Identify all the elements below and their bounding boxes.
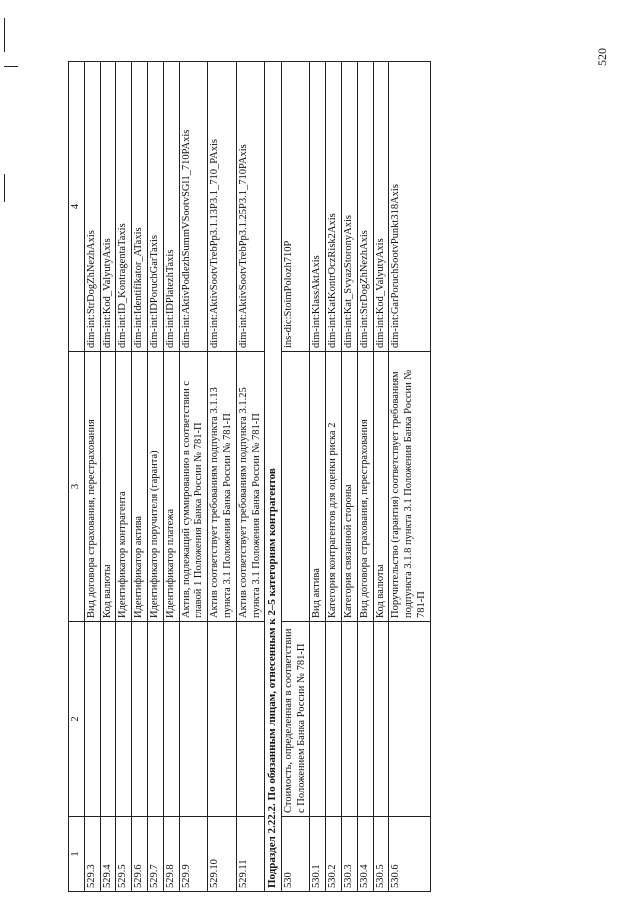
header-col-3: 3 [69,352,85,622]
cell-col-3: Актив соответствует требованиям подпункта 3.1.13 пункта 3.1 Положения Банка России № 781-П [208,352,237,622]
table-body-section-1 [84,62,265,892]
cell-col-4: dim-int:Kod_ValyutyAxis [100,62,116,352]
table-row [179,62,208,892]
table-row [326,62,342,892]
cell-col-3: Идентификатор платежа [163,352,179,622]
table-row [163,62,179,892]
table-row [341,62,357,892]
cell-col-2 [373,622,389,817]
cell-col-3: Поручительство (гарантия) соответствует требованиям подпункта 3.1.8 пункта 3.1 Положения Банка России № 781-П [389,352,430,622]
table-row [236,62,265,892]
cell-col-2 [116,622,132,817]
table-row [389,62,430,892]
rotated-page [68,62,593,892]
header-row [69,62,85,892]
cell-col-1: 529.3 [84,817,100,892]
margin-mark-top [4,18,5,52]
cell-col-3: Вид договора страхования, перестрахования [84,352,100,622]
cell-col-3: Идентификатор поручителя (гаранта) [147,352,163,622]
table-row [373,62,389,892]
header-col-2: 2 [69,622,85,817]
cell-col-3: Код валюты [373,352,389,622]
header-col-4: 4 [69,62,85,352]
cell-col-4: dim-int:GarPoruchSootvPunkt318Axis [389,62,430,352]
table-row [84,62,100,892]
cell-col-1: 530.1 [310,817,326,892]
cell-col-3 [281,352,310,622]
table-row [208,62,237,892]
cell-col-3: Вид актива [310,352,326,622]
cell-col-1: 530.6 [389,817,430,892]
table-row [116,62,132,892]
subsection-row [265,62,281,892]
cell-col-4: dim-int:AktivSootvTrebPp3.1.13P3.1_710_PAxis [208,62,237,352]
cell-col-2 [179,622,208,817]
table-subsection [265,62,281,892]
cell-col-2 [326,622,342,817]
cell-col-1: 529.11 [236,817,265,892]
cell-col-4: dim-int:AktivSootvTrebPp3.1.25P3.1_710PAxis [236,62,265,352]
cell-col-1: 530 [281,817,310,892]
margin-mark-middle [4,66,18,67]
table-row [132,62,148,892]
cell-col-1: 529.7 [147,817,163,892]
subsection-title: Подраздел 2.22.2. По обязанным лицам, отнесенным к 2–5 категориям контрагентов [265,62,281,892]
cell-col-4: dim-int:Kat_SvyazStoronyAxis [341,62,357,352]
cell-col-3: Вид договора страхования, перестрахования [357,352,373,622]
cell-col-3: Категория связанной стороны [341,352,357,622]
cell-col-2 [208,622,237,817]
cell-col-4: dim-int:AktivPodlezhSummVSootvSGl1_710PAxis [179,62,208,352]
cell-col-4: dim-int:KlassAktAxis [310,62,326,352]
table-row [147,62,163,892]
cell-col-4: dim-int:IDPoruchGarTaxis [147,62,163,352]
cell-col-3: Актив, подлежащий суммированию в соответствии с главой 1 Положения Банка России № 781-П [179,352,208,622]
cell-col-1: 530.5 [373,817,389,892]
margin-mark-lower [4,174,5,202]
cell-col-1: 529.4 [100,817,116,892]
cell-col-4: dim-int:KatKontrOczRisk2Axis [326,62,342,352]
cell-col-2 [147,622,163,817]
cell-col-4: dim-int:StrDogZhNezhAxis [357,62,373,352]
cell-col-1: 529.10 [208,817,237,892]
cell-col-1: 529.5 [116,817,132,892]
table-row [357,62,373,892]
cell-col-4: dim-int:StrDogZhNezhAxis [84,62,100,352]
page-number: 520 [595,48,609,66]
cell-col-3: Код валюты [100,352,116,622]
cell-col-4: ins-dic:StoimPolozh710P [281,62,310,352]
cell-col-2 [84,622,100,817]
table-body-section-2 [281,62,430,892]
cell-col-1: 529.6 [132,817,148,892]
cell-col-3: Идентификатор актива [132,352,148,622]
table-row [310,62,326,892]
cell-col-2 [341,622,357,817]
cell-col-1: 530.3 [341,817,357,892]
header-col-1: 1 [69,817,85,892]
table-row [100,62,116,892]
cell-col-2 [310,622,326,817]
data-table [68,61,431,892]
cell-col-1: 530.2 [326,817,342,892]
cell-col-4: dim-int:ID_KontragentaTaxis [116,62,132,352]
cell-col-1: 530.4 [357,817,373,892]
cell-col-2 [357,622,373,817]
cell-col-2 [163,622,179,817]
cell-col-4: dim-int:Identifikator_ATaxis [132,62,148,352]
cell-col-2 [132,622,148,817]
cell-col-2 [100,622,116,817]
cell-col-2 [236,622,265,817]
cell-col-4: dim-int:IDPlatezhTaxis [163,62,179,352]
cell-col-3: Идентификатор контрагента [116,352,132,622]
cell-col-2: Стоимость, определенная в соответствии с Положением Банка России № 781-П [281,622,310,817]
table-row [281,62,310,892]
cell-col-3: Актив соответствует требованиям подпункта 3.1.25 пункта 3.1 Положения Банка России № 781-П [236,352,265,622]
cell-col-4: dim-int:Kod_ValyutyAxis [373,62,389,352]
cell-col-1: 529.8 [163,817,179,892]
cell-col-2 [389,622,430,817]
cell-col-1: 529.9 [179,817,208,892]
cell-col-3: Категория контрагентов для оценки риска 2 [326,352,342,622]
